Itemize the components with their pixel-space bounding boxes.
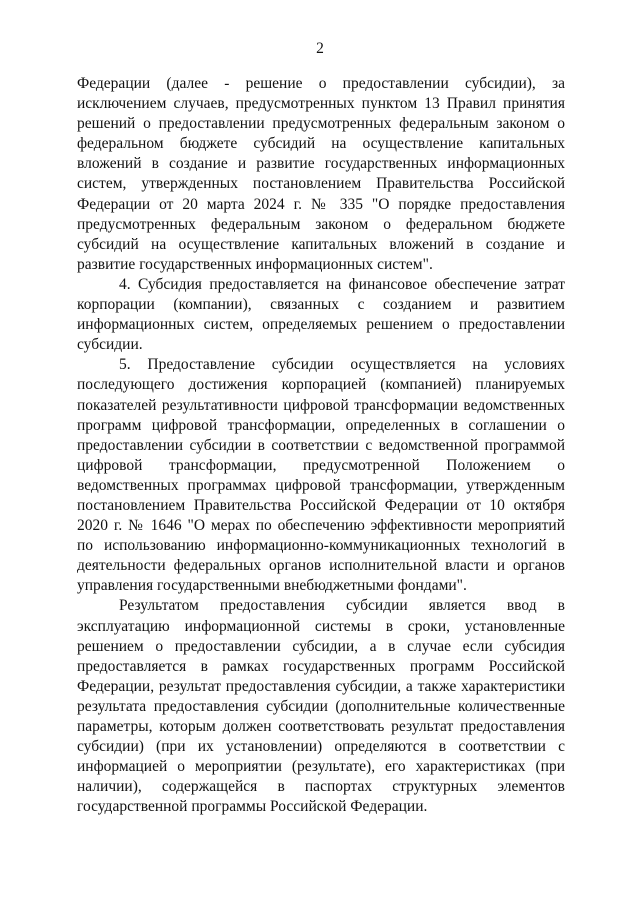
- paragraph-item-5: 5. Предоставление субсидии осуществляется на условиях последующего достижения корпорацией (компанией) планируемых показателей результативности цифровой трансформации ведомственных программ цифровой трансформации, определенных в соглашении о предоставлении субсидии в соответствии с ведомственной программой цифровой трансформации, предусмотренной Положением о ведомственных программах цифровой трансформации, утвержденным постановлением Правительства Российской Федерации от 10 октября 2020 г. № 1646 "О мерах по обеспечению эффективности мероприятий по использованию информационно-коммуникационных технологий в деятельности федеральных органов исполнительной власти и органов управления государственными внебюджетными фондами".: [77, 356, 565, 595]
- document-body: [77, 74, 565, 817]
- paragraph-item-4: 4. Субсидия предоставляется на финансовое обеспечение затрат корпорации (компании), связанных с созданием и развитием информационных систем, определяемых решением о предоставлении субсидии.: [77, 275, 565, 354]
- page-number: 2: [316, 40, 324, 57]
- paragraph-result: Результатом предоставления субсидии является ввод в эксплуатацию информационной системы в сроки, установленные решением о предоставлении субсидии, а в случае если субсидия предоставляется в рамках государственных программ Российской Федерации, результат предоставления субсидии, а также характеристики результата предоставления субсидии (дополнительные количественные параметры, которым должен соответствовать результат предоставления субсидии) (при их установлении) определяются в соответствии с информацией о мероприятии (результате), его характеристиках (при наличии), содержащейся в паспортах структурных элементов государственной программы Российской Федерации.: [77, 597, 565, 816]
- paragraph-continuation: Федерации (далее - решение о предоставлении субсидии), за исключением случаев, предусмотренных пунктом 13 Правил принятия решений о предоставлении предусмотренных федеральным законом о федеральном бюджете субсидий на осуществление капитальных вложений в создание и развитие государственных информационных систем, утвержденных постановлением Правительства Российской Федерации от 20 марта 2024 г. № 335 "О порядке предоставления предусмотренных федеральным законом о федеральном бюджете субсидий на осуществление капитальных вложений в создание и развитие государственных информационных систем".: [77, 75, 565, 273]
